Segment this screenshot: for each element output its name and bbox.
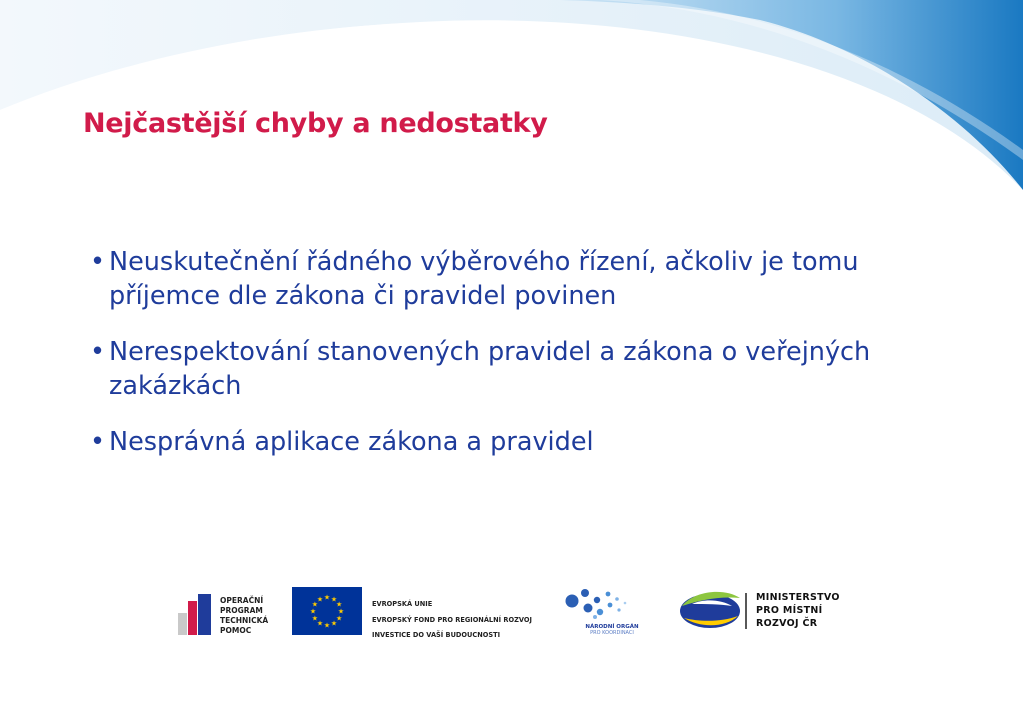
bullet-marker: • (90, 427, 106, 457)
eu-star-icon: ★ (330, 619, 338, 628)
mmr-logo-text: MINISTERSTVO PRO MÍSTNÍ ROZVOJ ČR (756, 592, 840, 629)
optp-logo-text: OPERAČNÍ PROGRAM TECHNICKÁ POMOC (220, 596, 269, 635)
eu-star-icon: ★ (330, 595, 338, 604)
nok-logo-text: NÁRODNÍ ORGÁN PRO KOORDINACI (585, 624, 639, 636)
eu-star-icon: ★ (337, 607, 345, 616)
bullet-text: Nesprávná aplikace zákona a pravidel (109, 427, 594, 457)
mmr-logo-icon (680, 592, 746, 629)
eu-flag-icon (292, 587, 362, 635)
eu-star-icon: ★ (323, 621, 331, 630)
bullet-marker: • (90, 337, 106, 367)
eu-star-icon: ★ (323, 593, 331, 602)
eu-star-icon: ★ (316, 619, 324, 628)
bullet-list (90, 245, 960, 481)
bullet-item (90, 245, 960, 313)
bullet-item (90, 425, 960, 459)
eu-star-icon: ★ (335, 600, 343, 609)
bullet-item (90, 335, 960, 403)
eu-star-icon: ★ (335, 614, 343, 623)
bullet-text: Neuskutečnění řádného výběrového řízení, ačkoliv je tomu příjemce dle zákona či pravidel povinen (109, 247, 859, 311)
bullet-marker: • (90, 247, 106, 277)
eu-star-icon: ★ (316, 595, 324, 604)
optp-logo-icon (178, 594, 211, 635)
eu-star-icon: ★ (309, 607, 317, 616)
slide-title: Nejčastější chyby a nedostatky (83, 108, 548, 139)
eu-logo-text: EVROPSKÁ UNIE EVROPSKÝ FOND PRO REGIONÁLNÍ ROZVOJ INVESTICE DO VAŠÍ BUDOUCNOSTI (372, 600, 532, 639)
bullet-text: Nerespektování stanovených pravidel a zákona o veřejných zakázkách (109, 337, 871, 401)
eu-star-icon: ★ (311, 614, 319, 623)
nok-logo-icon (566, 589, 627, 619)
eu-star-icon: ★ (311, 600, 319, 609)
